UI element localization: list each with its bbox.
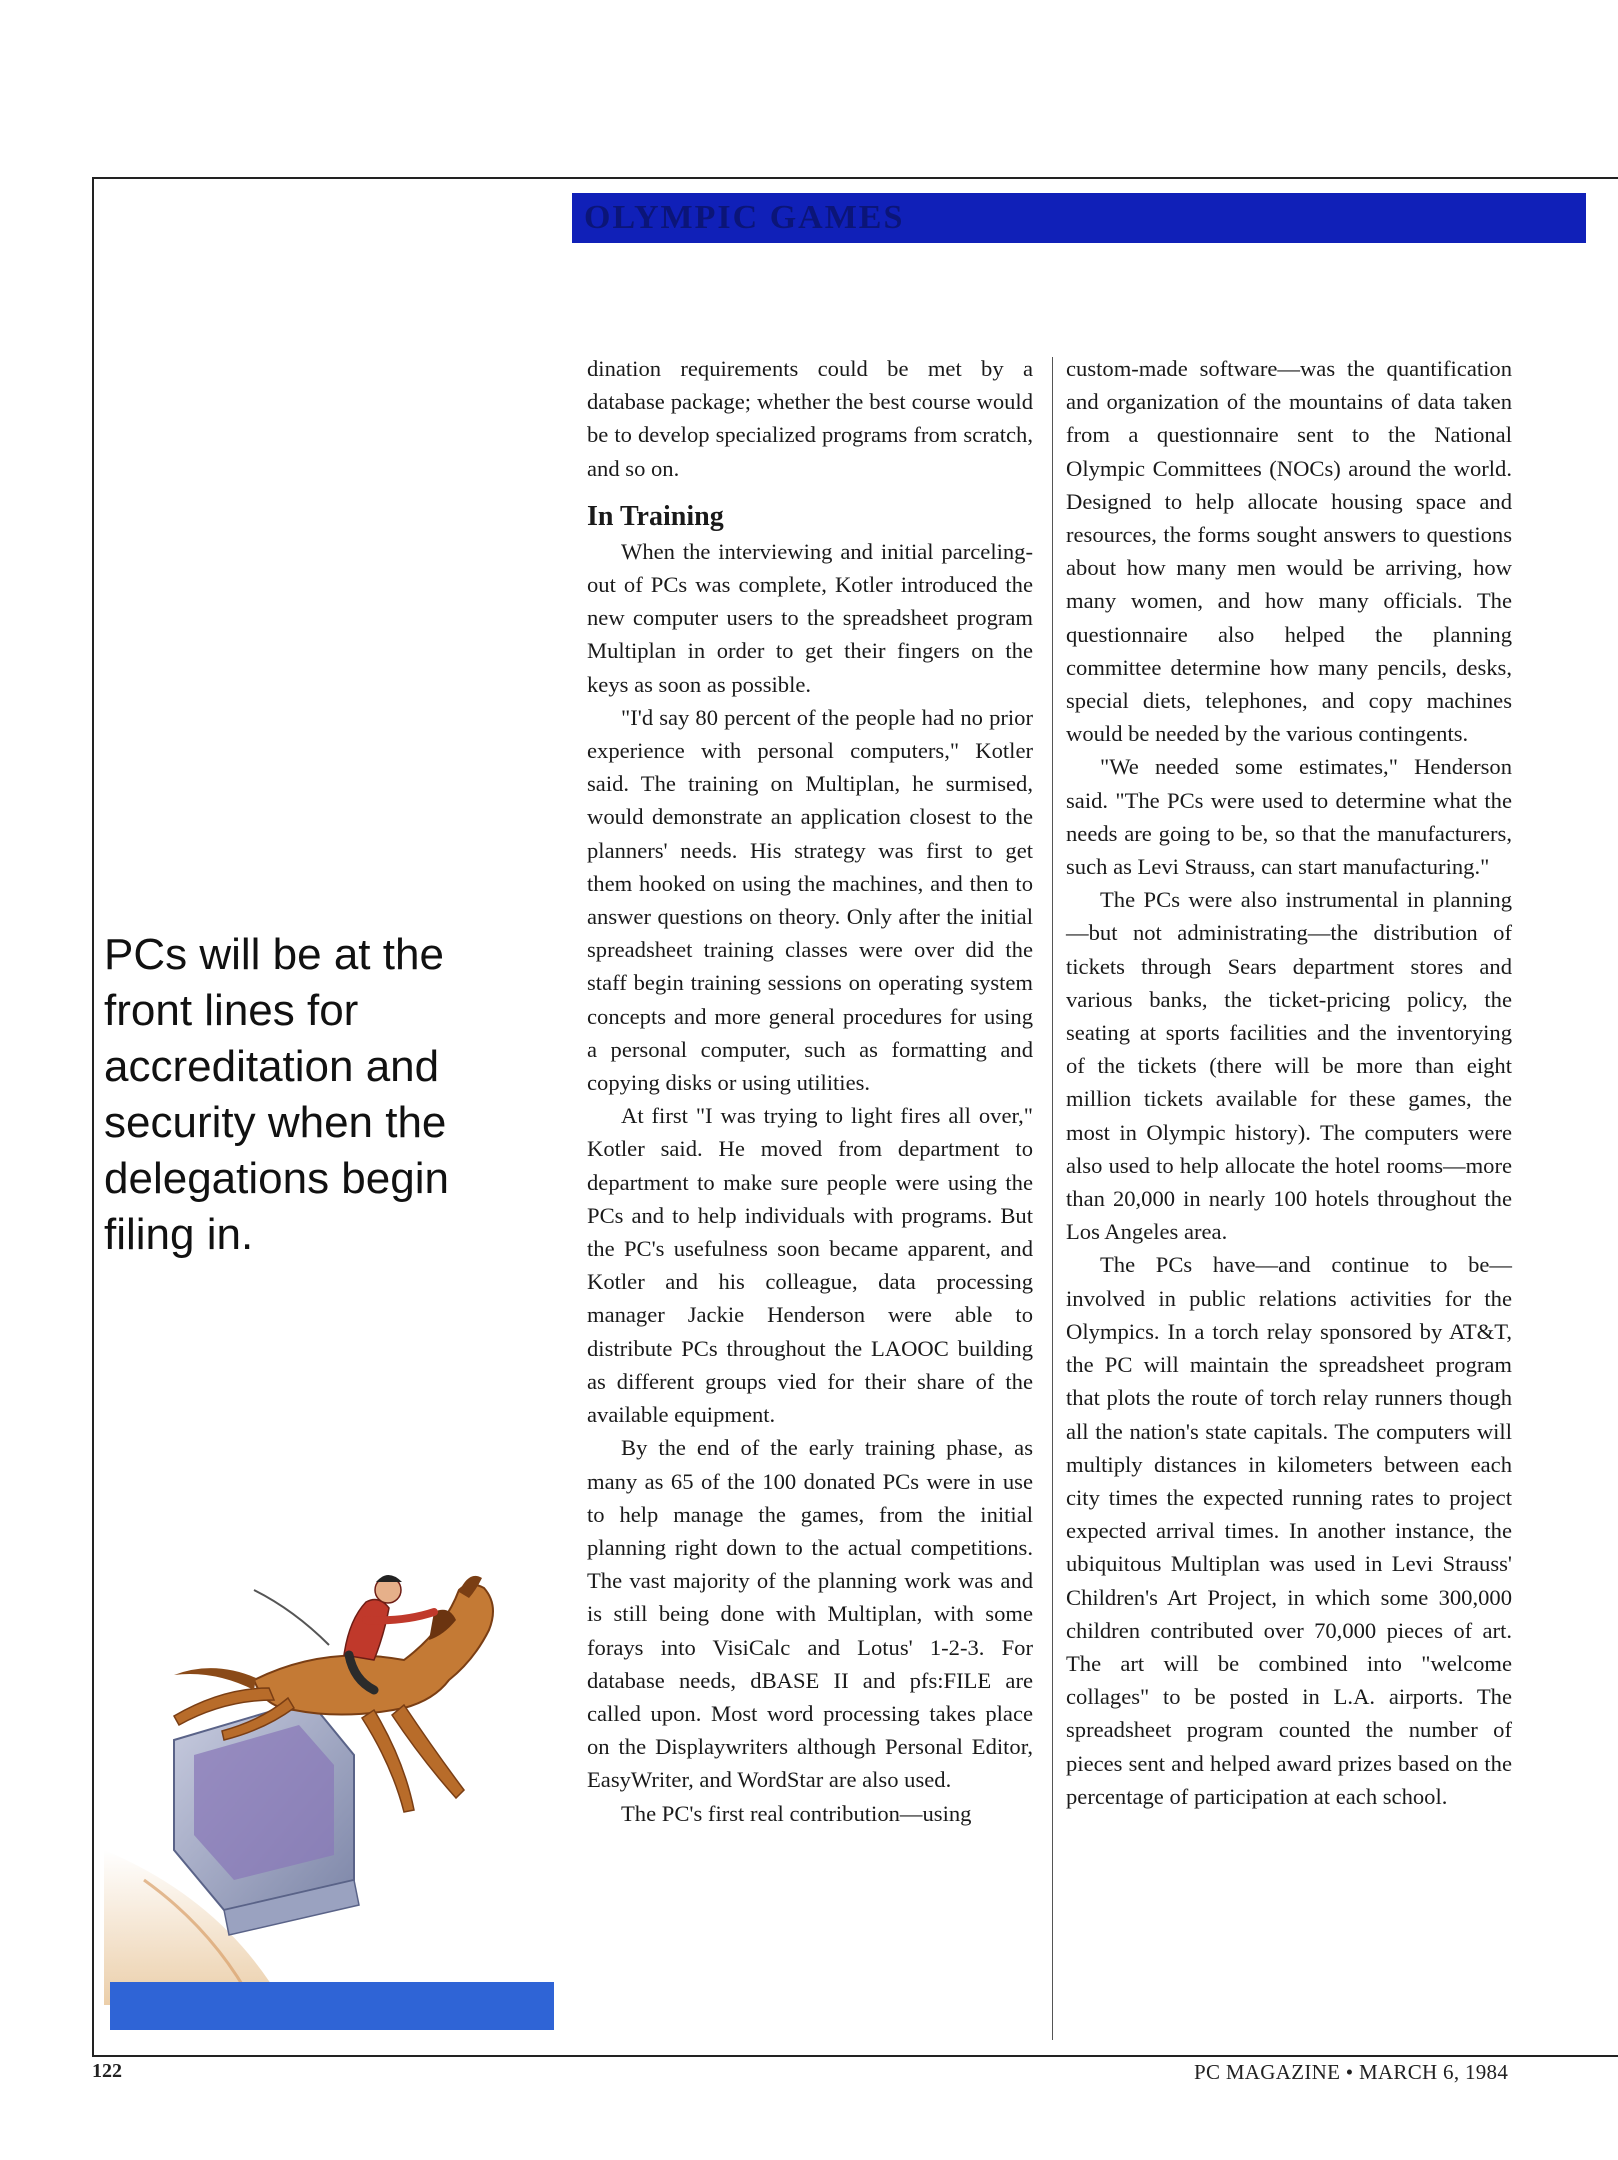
magazine-date-line: PC MAGAZINE • MARCH 6, 1984 <box>1194 2060 1509 2084</box>
paragraph: By the end of the early training phase, as many as 65 of the 100 donated PCs were in use to help manage the games, from the initial planning right down to the actual competitions. The vast majority of the planning work was and is still being done with Multiplan, with some forays into VisiCalc and Lotus' 1-2-3. For database needs, dBASE II and pfs:FILE are called upon. Most word processing takes place on the Displaywriters although Personal Editor, EasyWriter, and WordStar are also used. <box>587 1435 1033 1793</box>
article-column-1 <box>587 352 1033 1830</box>
paragraph: custom-made software—was the quantification and organization of the mountains of data taken from a questionnaire sent to the National Olympic Committees (NOCs) around the world. Designed to help allocate housing space and resources, the forms sought answers to questions about how many men would be arriving, how many women, and how many officials. The questionnaire also helped the planning committee determine how many pencils, desks, special diets, telephones, and copy machines would be needed by the various contingents. <box>1066 356 1512 747</box>
paragraph: The PC's first real contribution—using <box>621 1800 972 1826</box>
subhead-in-training: In Training <box>587 500 724 532</box>
section-header-band <box>572 193 1586 243</box>
column-divider <box>1052 357 1053 2040</box>
article-column-2 <box>1066 352 1512 1813</box>
paragraph: The PCs have—and continue to be—involved in public relations activities for the Olympics. In a torch relay sponsored by AT&T, the PC will maintain the spreadsheet program that plots the route of torch relay runners though all the nation's state capitals. The computers will multiply distances in kilometers between each city times the expected running rates to project expected arrival times. In another instance, the ubiquitous Multiplan was used in Levi Strauss' Children's Art Project, in which some 300,000 children contributed over 70,000 pieces of art. The art will be combined into "welcome collages" to be posted in L.A. airports. The spreadsheet program counted the number of pieces sent and helped award prizes based on the percentage of participation at each school. <box>1066 1252 1512 1809</box>
page-number: 122 <box>92 2060 122 2082</box>
paragraph: "I'd say 80 percent of the people had no prior experience with personal computers," Kotler said. The training on Multiplan, he surmised, would demonstrate an application closest to the planners' needs. His strategy was first to get them hooked on using the machines, and then to answer questions on theory. Only after the initial spreadsheet training classes were over did the staff begin training sessions on operating system concepts and more general procedures for using a personal computer, such as formatting and copying disks or using utilities. <box>587 704 1033 1096</box>
paragraph: When the interviewing and initial parceling-out of PCs was complete, Kotler introduced the new computer users to the spreadsheet program Multiplan in order to get their fingers on the keys as soon as possible. <box>587 538 1033 697</box>
pull-quote: PCs will be at the front lines for accreditation and security when the delegations begin filing in. <box>104 930 449 1259</box>
section-header: OLYMPIC GAMES <box>584 199 905 236</box>
frame-top-rule <box>92 177 1618 179</box>
horse-jumping-over-pc-illustration-icon <box>104 1550 556 2005</box>
paragraph: At first "I was trying to light fires all over," Kotler said. He moved from department to department to make sure people were using the PCs and to help individuals with programs. But the PC's usefulness soon became apparent, and Kotler and his colleague, data processing manager Jackie Henderson were able to distribute PCs throughout the LAOOC building as different groups vied for their share of the available equipment. <box>587 1103 1033 1428</box>
paragraph: "We needed some estimates," Henderson said. "The PCs were used to determine what the needs are going to be, so that the manufacturers, such as Levi Strauss, can start manufacturing." <box>1066 754 1512 880</box>
caption-blue-bar <box>110 1982 554 2030</box>
paragraph: The PCs were also instrumental in planning—but not administrating—the distribution of tickets through Sears department stores and various banks, the ticket-pricing policy, the seating at sports facilities and the inventorying of the tickets (there will be more than eight million tickets available for these games, the most in Olympic history). The computers were also used to help allocate the hotel rooms—more than 20,000 in nearly 100 hotels throughout the Los Angeles area. <box>1066 887 1512 1245</box>
frame-left-rule <box>92 177 94 2057</box>
frame-bottom-rule <box>92 2055 1618 2057</box>
paragraph: dination requirements could be met by a database package; whether the best course would be to develop specialized programs from scratch, and so on. <box>587 356 1033 481</box>
